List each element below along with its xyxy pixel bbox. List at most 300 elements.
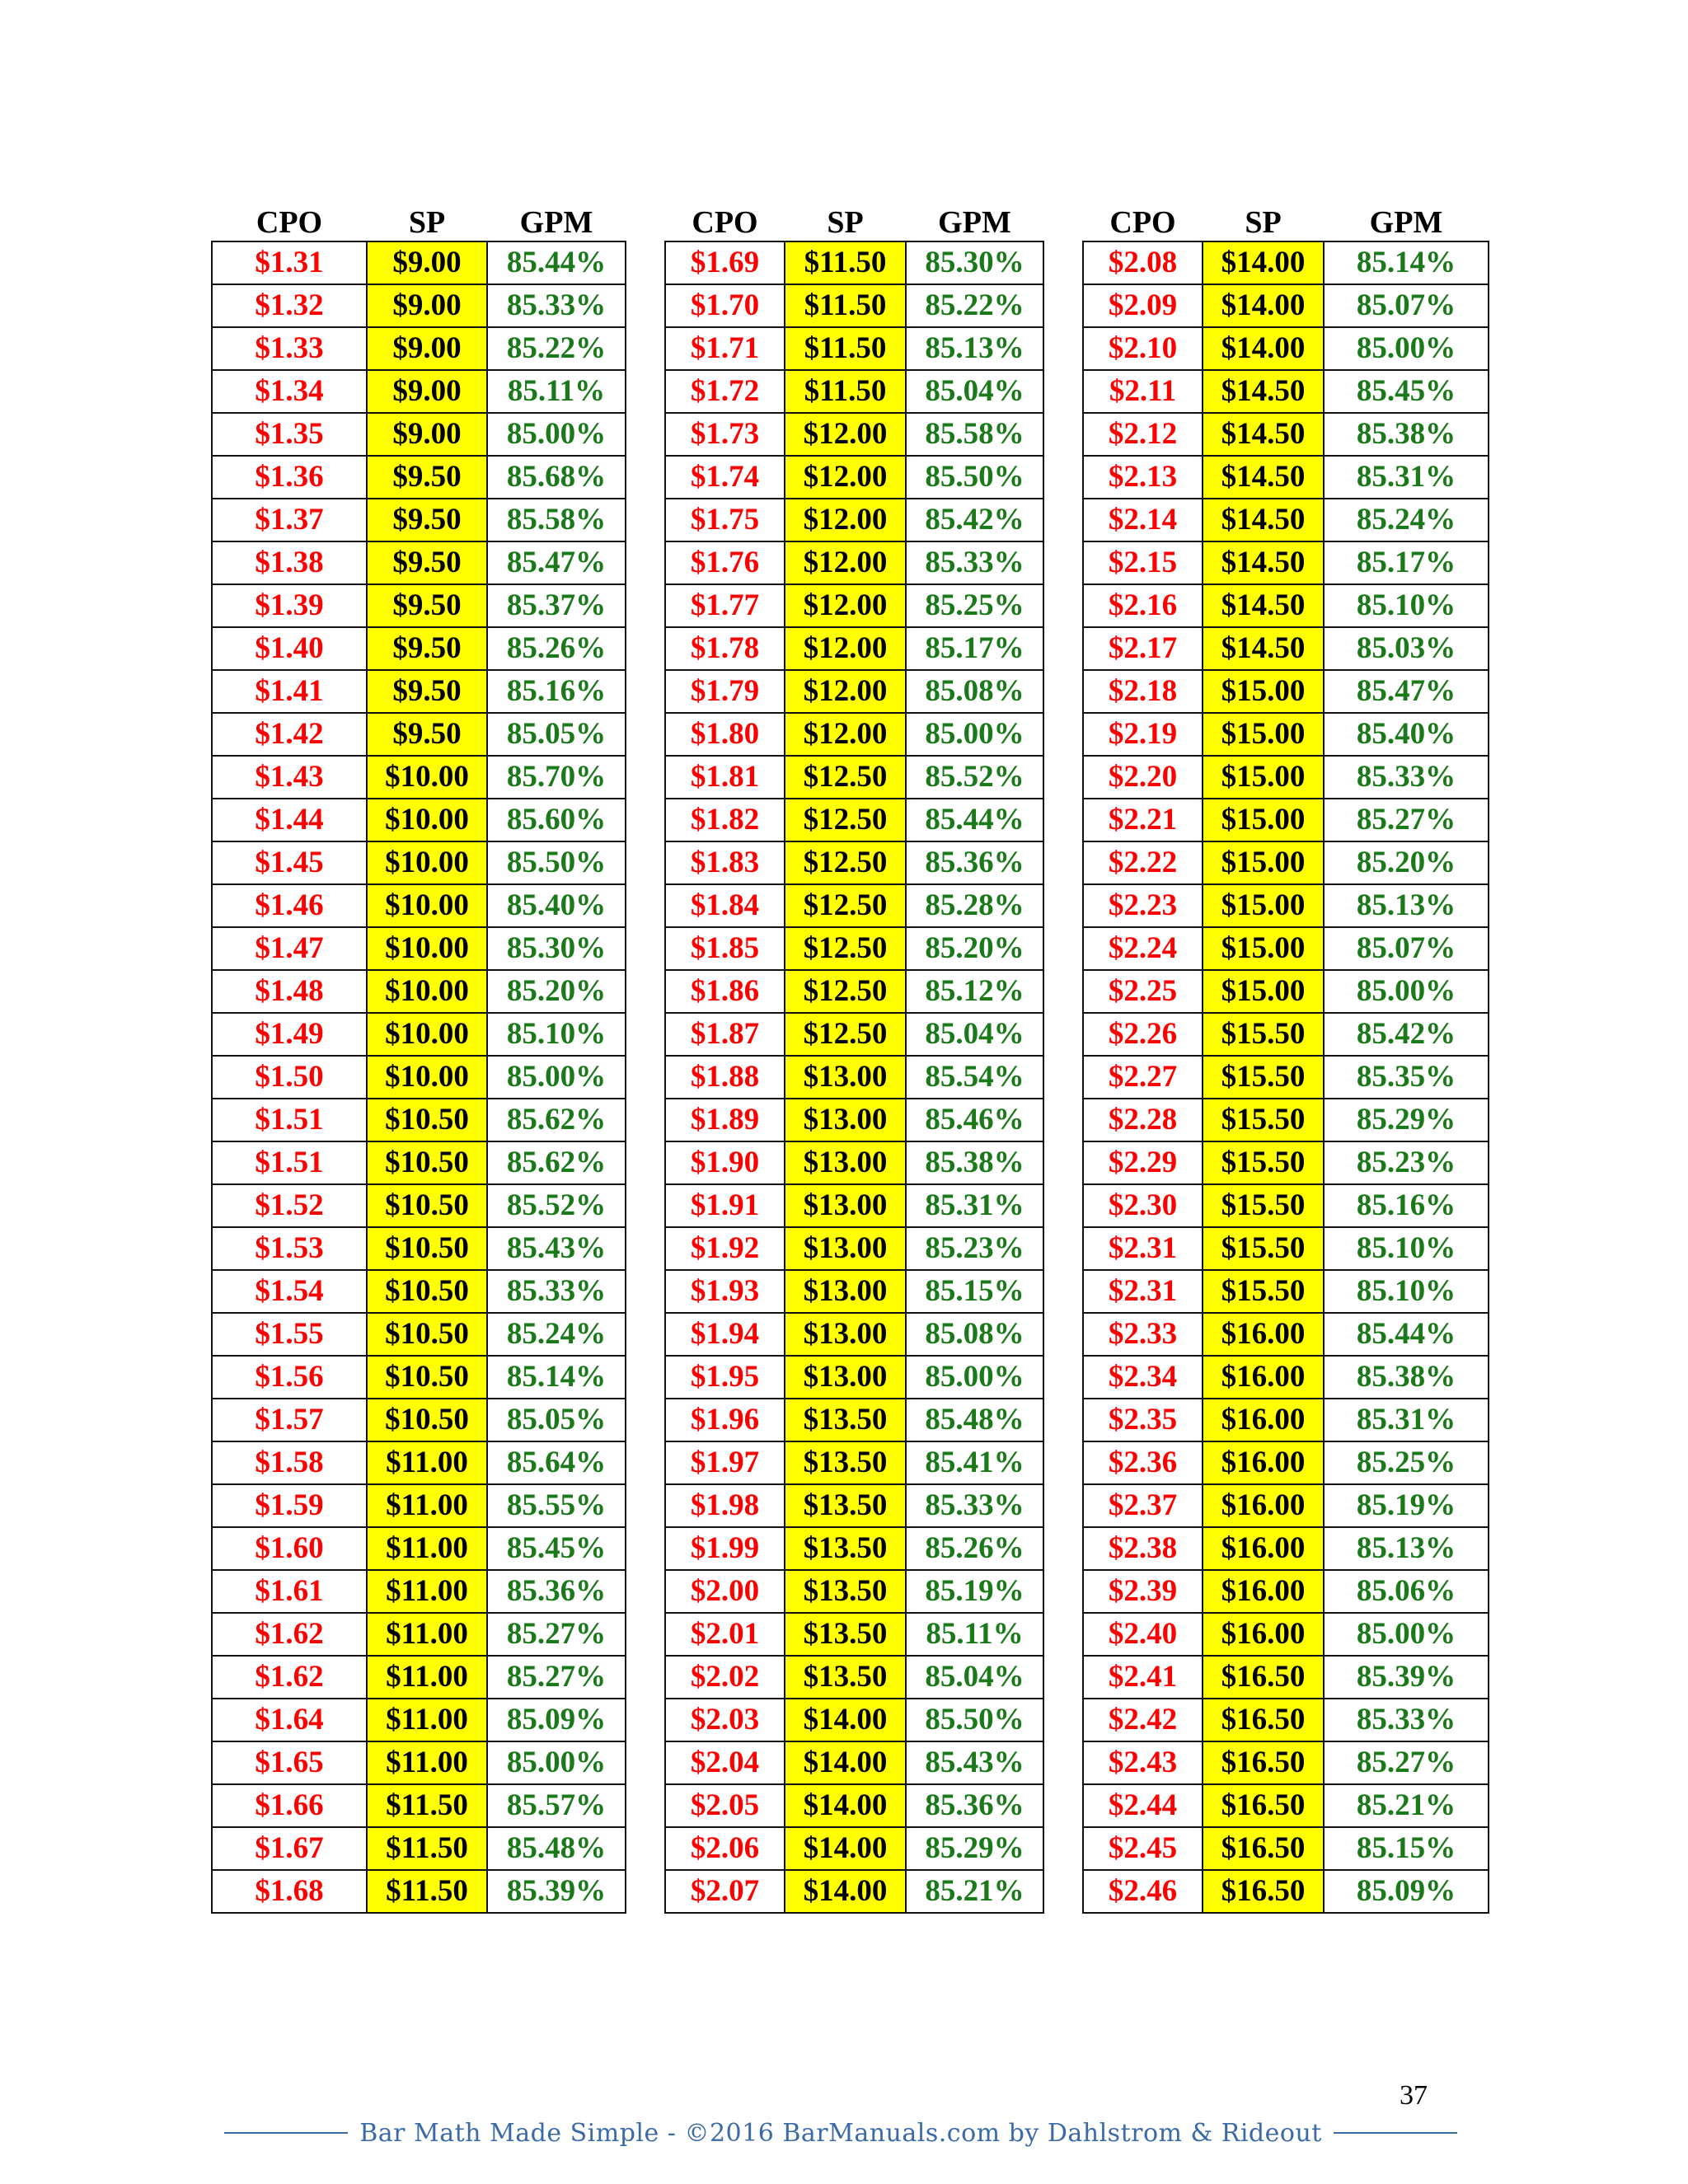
gpm-cell: 85.36% — [487, 1570, 626, 1613]
footer-text: Bar Math Made Simple - ©2016 BarManuals.com by Dahlstrom & Rideout — [359, 2118, 1322, 2148]
gpm-cell: 85.43% — [906, 1741, 1043, 1784]
sp-cell: $11.50 — [367, 1784, 487, 1827]
sp-cell: $14.00 — [785, 1699, 906, 1741]
gpm-cell: 85.16% — [1324, 1184, 1489, 1227]
cpo-cell: $1.58 — [212, 1441, 367, 1484]
sp-cell: $16.00 — [1203, 1527, 1324, 1570]
sp-cell: $10.50 — [367, 1270, 487, 1313]
cpo-cell: $2.45 — [1083, 1827, 1203, 1870]
cpo-cell: $1.90 — [665, 1141, 785, 1184]
cpo-cell: $2.11 — [1083, 370, 1203, 413]
header-cpo: CPO — [256, 205, 323, 240]
table-row — [1083, 970, 1489, 1013]
table-row — [1083, 1656, 1489, 1699]
table-row — [1083, 1741, 1489, 1784]
gpm-cell: 85.55% — [487, 1484, 626, 1527]
gpm-cell: 85.15% — [906, 1270, 1043, 1313]
table-row — [1083, 499, 1489, 541]
sp-cell: $15.00 — [1203, 713, 1324, 756]
sp-cell: $11.00 — [367, 1741, 487, 1784]
sp-cell: $12.00 — [785, 499, 906, 541]
cpo-cell: $1.84 — [665, 884, 785, 927]
cpo-cell: $2.15 — [1083, 541, 1203, 584]
sp-cell: $11.00 — [367, 1484, 487, 1527]
table-row — [212, 284, 626, 327]
sp-cell: $15.00 — [1203, 670, 1324, 713]
gpm-cell: 85.23% — [1324, 1141, 1489, 1184]
cpo-cell: $2.29 — [1083, 1141, 1203, 1184]
gpm-cell: 85.12% — [906, 970, 1043, 1013]
sp-cell: $16.50 — [1203, 1656, 1324, 1699]
table-row — [212, 670, 626, 713]
cpo-cell: $1.31 — [212, 241, 367, 284]
table-row — [212, 756, 626, 799]
gpm-cell: 85.17% — [1324, 541, 1489, 584]
table-row — [1083, 1613, 1489, 1656]
cpo-cell: $1.47 — [212, 927, 367, 970]
page-footer — [231, 2115, 1451, 2151]
cpo-cell: $2.25 — [1083, 970, 1203, 1013]
gpm-cell: 85.39% — [1324, 1656, 1489, 1699]
sp-cell: $13.50 — [785, 1656, 906, 1699]
table-row — [212, 1656, 626, 1699]
header-sp: SP — [827, 205, 864, 240]
sp-cell: $9.50 — [367, 499, 487, 541]
table-row — [1083, 1141, 1489, 1184]
sp-cell: $12.00 — [785, 627, 906, 670]
table-body — [1083, 241, 1489, 1913]
table-row — [665, 284, 1043, 327]
sp-cell: $16.00 — [1203, 1613, 1324, 1656]
gpm-cell: 85.47% — [1324, 670, 1489, 713]
table-row — [665, 541, 1043, 584]
sp-cell: $14.00 — [785, 1741, 906, 1784]
gpm-cell: 85.33% — [1324, 756, 1489, 799]
table-row — [1083, 1313, 1489, 1356]
cpo-cell: $1.80 — [665, 713, 785, 756]
gpm-cell: 85.24% — [487, 1313, 626, 1356]
gpm-cell: 85.33% — [487, 1270, 626, 1313]
table-row — [665, 1441, 1043, 1484]
cpo-cell: $1.43 — [212, 756, 367, 799]
cpo-cell: $1.40 — [212, 627, 367, 670]
table-row — [212, 413, 626, 456]
sp-cell: $9.50 — [367, 456, 487, 499]
header-gpm: GPM — [519, 205, 593, 240]
sp-cell: $16.50 — [1203, 1741, 1324, 1784]
sp-cell: $14.00 — [1203, 327, 1324, 370]
sp-cell: $16.00 — [1203, 1484, 1324, 1527]
gpm-cell: 85.52% — [906, 756, 1043, 799]
cpo-cell: $2.03 — [665, 1699, 785, 1741]
table-row — [1083, 841, 1489, 884]
sp-cell: $14.50 — [1203, 456, 1324, 499]
gpm-cell: 85.62% — [487, 1141, 626, 1184]
table-row — [665, 1741, 1043, 1784]
sp-cell: $13.00 — [785, 1356, 906, 1399]
sp-cell: $12.50 — [785, 799, 906, 841]
footer-rule-right — [1334, 2132, 1457, 2134]
cpo-cell: $1.49 — [212, 1013, 367, 1056]
gpm-cell: 85.25% — [906, 584, 1043, 627]
sp-cell: $9.50 — [367, 627, 487, 670]
gpm-cell: 85.19% — [906, 1570, 1043, 1613]
cpo-cell: $1.97 — [665, 1441, 785, 1484]
sp-cell: $11.50 — [785, 327, 906, 370]
gpm-cell: 85.00% — [906, 713, 1043, 756]
sp-cell: $11.00 — [367, 1699, 487, 1741]
gpm-cell: 85.68% — [487, 456, 626, 499]
cpo-cell: $2.41 — [1083, 1656, 1203, 1699]
sp-cell: $15.50 — [1203, 1141, 1324, 1184]
gpm-cell: 85.38% — [906, 1141, 1043, 1184]
gpm-cell: 85.31% — [1324, 456, 1489, 499]
gpm-cell: 85.29% — [1324, 1099, 1489, 1141]
gpm-cell: 85.21% — [1324, 1784, 1489, 1827]
table-row — [212, 1699, 626, 1741]
cpo-cell: $2.07 — [665, 1870, 785, 1913]
cpo-cell: $2.17 — [1083, 627, 1203, 670]
table-row — [212, 799, 626, 841]
table-row — [665, 713, 1043, 756]
header-sp: SP — [1245, 205, 1282, 240]
cpo-cell: $1.76 — [665, 541, 785, 584]
gpm-cell: 85.50% — [906, 1699, 1043, 1741]
gpm-cell: 85.45% — [1324, 370, 1489, 413]
cpo-cell: $1.73 — [665, 413, 785, 456]
table-row — [212, 370, 626, 413]
sp-cell: $10.00 — [367, 841, 487, 884]
gpm-cell: 85.04% — [906, 1656, 1043, 1699]
table-row — [665, 970, 1043, 1013]
table-row — [1083, 1099, 1489, 1141]
table-row — [665, 1141, 1043, 1184]
sp-cell: $12.00 — [785, 713, 906, 756]
gpm-cell: 85.27% — [487, 1613, 626, 1656]
gpm-cell: 85.39% — [487, 1870, 626, 1913]
cpo-cell: $1.99 — [665, 1527, 785, 1570]
sp-cell: $9.00 — [367, 284, 487, 327]
gpm-cell: 85.27% — [1324, 799, 1489, 841]
cpo-cell: $1.48 — [212, 970, 367, 1013]
sp-cell: $15.00 — [1203, 927, 1324, 970]
gpm-cell: 85.36% — [906, 1784, 1043, 1827]
table-row — [1083, 1527, 1489, 1570]
sp-cell: $11.00 — [367, 1570, 487, 1613]
gpm-cell: 85.26% — [906, 1527, 1043, 1570]
cpo-cell: $2.13 — [1083, 456, 1203, 499]
gpm-cell: 85.14% — [1324, 241, 1489, 284]
table-row — [665, 1056, 1043, 1099]
cpo-cell: $2.34 — [1083, 1356, 1203, 1399]
gpm-cell: 85.00% — [1324, 970, 1489, 1013]
sp-cell: $13.00 — [785, 1099, 906, 1141]
cpo-cell: $1.68 — [212, 1870, 367, 1913]
sp-cell: $16.00 — [1203, 1399, 1324, 1441]
sp-cell: $15.50 — [1203, 1056, 1324, 1099]
table-row — [212, 1827, 626, 1870]
sp-cell: $12.50 — [785, 756, 906, 799]
table-row — [212, 456, 626, 499]
table-row — [1083, 1356, 1489, 1399]
header-sp: SP — [408, 205, 446, 240]
gpm-cell: 85.17% — [906, 627, 1043, 670]
gpm-cell: 85.06% — [1324, 1570, 1489, 1613]
cpo-cell: $1.42 — [212, 713, 367, 756]
cpo-cell: $2.46 — [1083, 1870, 1203, 1913]
gpm-cell: 85.58% — [487, 499, 626, 541]
cpo-cell: $2.23 — [1083, 884, 1203, 927]
table-row — [212, 1056, 626, 1099]
sp-cell: $14.50 — [1203, 370, 1324, 413]
cpo-cell: $2.09 — [1083, 284, 1203, 327]
table-row — [212, 713, 626, 756]
gpm-cell: 85.05% — [487, 1399, 626, 1441]
table-row — [665, 884, 1043, 927]
cpo-cell: $2.43 — [1083, 1741, 1203, 1784]
sp-cell: $14.50 — [1203, 584, 1324, 627]
cpo-cell: $1.36 — [212, 456, 367, 499]
gpm-cell: 85.03% — [1324, 627, 1489, 670]
cpo-cell: $1.92 — [665, 1227, 785, 1270]
gpm-cell: 85.64% — [487, 1441, 626, 1484]
table-row — [665, 1870, 1043, 1913]
cpo-cell: $2.20 — [1083, 756, 1203, 799]
gpm-cell: 85.10% — [487, 1013, 626, 1056]
gpm-cell: 85.50% — [487, 841, 626, 884]
table-row — [1083, 1570, 1489, 1613]
sp-cell: $14.00 — [1203, 284, 1324, 327]
table-row — [665, 327, 1043, 370]
gpm-cell: 85.11% — [487, 370, 626, 413]
table-row — [1083, 327, 1489, 370]
gpm-cell: 85.60% — [487, 799, 626, 841]
table-row — [1083, 284, 1489, 327]
sp-cell: $15.00 — [1203, 884, 1324, 927]
cpo-cell: $1.52 — [212, 1184, 367, 1227]
cpo-cell: $1.51 — [212, 1099, 367, 1141]
table-row — [665, 584, 1043, 627]
table-header-row — [212, 203, 626, 241]
sp-cell: $11.50 — [367, 1827, 487, 1870]
cpo-cell: $1.54 — [212, 1270, 367, 1313]
gpm-cell: 85.54% — [906, 1056, 1043, 1099]
sp-cell: $10.00 — [367, 927, 487, 970]
gpm-cell: 85.38% — [1324, 1356, 1489, 1399]
table-row — [665, 499, 1043, 541]
table-row — [1083, 1013, 1489, 1056]
table-row — [665, 1313, 1043, 1356]
sp-cell: $10.50 — [367, 1313, 487, 1356]
table-row — [212, 1399, 626, 1441]
sp-cell: $9.50 — [367, 541, 487, 584]
table-row — [665, 1227, 1043, 1270]
price-tables — [0, 203, 1688, 1933]
table-row — [665, 1013, 1043, 1056]
sp-cell: $10.00 — [367, 799, 487, 841]
table-row — [1083, 1484, 1489, 1527]
cpo-cell: $1.62 — [212, 1613, 367, 1656]
gpm-cell: 85.58% — [906, 413, 1043, 456]
cpo-cell: $1.59 — [212, 1484, 367, 1527]
sp-cell: $12.00 — [785, 584, 906, 627]
gpm-cell: 85.07% — [1324, 927, 1489, 970]
table-row — [212, 1270, 626, 1313]
table-row — [665, 841, 1043, 884]
sp-cell: $16.00 — [1203, 1570, 1324, 1613]
gpm-cell: 85.11% — [906, 1613, 1043, 1656]
gpm-cell: 85.70% — [487, 756, 626, 799]
cpo-cell: $1.53 — [212, 1227, 367, 1270]
sp-cell: $10.00 — [367, 756, 487, 799]
table-row — [665, 241, 1043, 284]
sp-cell: $13.00 — [785, 1227, 906, 1270]
sp-cell: $15.00 — [1203, 756, 1324, 799]
gpm-cell: 85.26% — [487, 627, 626, 670]
cpo-cell: $1.34 — [212, 370, 367, 413]
cpo-cell: $1.72 — [665, 370, 785, 413]
table-row — [665, 1399, 1043, 1441]
cpo-cell: $2.22 — [1083, 841, 1203, 884]
cpo-cell: $1.96 — [665, 1399, 785, 1441]
sp-cell: $11.00 — [367, 1656, 487, 1699]
table-row — [1083, 541, 1489, 584]
sp-cell: $9.00 — [367, 370, 487, 413]
sp-cell: $12.50 — [785, 884, 906, 927]
table-row — [1083, 756, 1489, 799]
sp-cell: $15.50 — [1203, 1270, 1324, 1313]
cpo-cell: $1.86 — [665, 970, 785, 1013]
table-row — [212, 584, 626, 627]
gpm-cell: 85.28% — [906, 884, 1043, 927]
cpo-cell: $1.75 — [665, 499, 785, 541]
sp-cell: $9.50 — [367, 584, 487, 627]
gpm-cell: 85.50% — [906, 456, 1043, 499]
table-row — [212, 841, 626, 884]
table-row — [212, 499, 626, 541]
cpo-cell: $2.00 — [665, 1570, 785, 1613]
cpo-cell: $2.38 — [1083, 1527, 1203, 1570]
sp-cell: $10.50 — [367, 1099, 487, 1141]
cpo-cell: $1.83 — [665, 841, 785, 884]
sp-cell: $14.00 — [1203, 241, 1324, 284]
cpo-cell: $1.56 — [212, 1356, 367, 1399]
gpm-cell: 85.40% — [1324, 713, 1489, 756]
table-row — [1083, 799, 1489, 841]
cpo-cell: $2.08 — [1083, 241, 1203, 284]
price-table-3 — [1082, 203, 1489, 1914]
cpo-cell: $1.71 — [665, 327, 785, 370]
cpo-cell: $1.74 — [665, 456, 785, 499]
sp-cell: $16.00 — [1203, 1356, 1324, 1399]
sp-cell: $10.50 — [367, 1356, 487, 1399]
gpm-cell: 85.31% — [906, 1184, 1043, 1227]
cpo-cell: $1.51 — [212, 1141, 367, 1184]
table-row — [665, 627, 1043, 670]
gpm-cell: 85.10% — [1324, 584, 1489, 627]
sp-cell: $12.50 — [785, 970, 906, 1013]
sp-cell: $15.00 — [1203, 841, 1324, 884]
gpm-cell: 85.00% — [487, 1741, 626, 1784]
gpm-cell: 85.25% — [1324, 1441, 1489, 1484]
sp-cell: $13.50 — [785, 1613, 906, 1656]
cpo-cell: $1.87 — [665, 1013, 785, 1056]
cpo-cell: $2.31 — [1083, 1227, 1203, 1270]
table-row — [212, 1870, 626, 1913]
cpo-cell: $1.41 — [212, 670, 367, 713]
gpm-cell: 85.10% — [1324, 1227, 1489, 1270]
table-row — [665, 1827, 1043, 1870]
cpo-cell: $2.33 — [1083, 1313, 1203, 1356]
table-body — [212, 241, 626, 1913]
cpo-cell: $2.30 — [1083, 1184, 1203, 1227]
table-row — [1083, 927, 1489, 970]
table-row — [212, 1484, 626, 1527]
sp-cell: $13.50 — [785, 1441, 906, 1484]
gpm-cell: 85.00% — [487, 413, 626, 456]
table-row — [1083, 627, 1489, 670]
cpo-cell: $1.78 — [665, 627, 785, 670]
gpm-cell: 85.45% — [487, 1527, 626, 1570]
sp-cell: $15.50 — [1203, 1227, 1324, 1270]
sp-cell: $10.00 — [367, 970, 487, 1013]
sp-cell: $11.00 — [367, 1527, 487, 1570]
gpm-cell: 85.07% — [1324, 284, 1489, 327]
cpo-cell: $1.55 — [212, 1313, 367, 1356]
sp-cell: $13.50 — [785, 1570, 906, 1613]
table-row — [212, 1227, 626, 1270]
sp-cell: $11.50 — [785, 370, 906, 413]
cpo-cell: $1.33 — [212, 327, 367, 370]
cpo-cell: $2.04 — [665, 1741, 785, 1784]
cpo-cell: $1.70 — [665, 284, 785, 327]
gpm-cell: 85.48% — [906, 1399, 1043, 1441]
sp-cell: $10.50 — [367, 1399, 487, 1441]
cpo-cell: $2.10 — [1083, 327, 1203, 370]
cpo-cell: $2.19 — [1083, 713, 1203, 756]
sp-cell: $14.00 — [785, 1870, 906, 1913]
table-row — [1083, 584, 1489, 627]
table-row — [212, 627, 626, 670]
sp-cell: $13.00 — [785, 1056, 906, 1099]
gpm-cell: 85.35% — [1324, 1056, 1489, 1099]
cpo-cell: $2.42 — [1083, 1699, 1203, 1741]
cpo-cell: $1.82 — [665, 799, 785, 841]
table-row — [1083, 1227, 1489, 1270]
gpm-cell: 85.27% — [487, 1656, 626, 1699]
table-row — [1083, 1827, 1489, 1870]
table-header-row — [1083, 203, 1489, 241]
table-row — [212, 1441, 626, 1484]
sp-cell: $11.00 — [367, 1613, 487, 1656]
cpo-cell: $1.94 — [665, 1313, 785, 1356]
header-gpm: GPM — [938, 205, 1011, 240]
gpm-cell: 85.09% — [1324, 1870, 1489, 1913]
sp-cell: $13.50 — [785, 1399, 906, 1441]
sp-cell: $12.00 — [785, 670, 906, 713]
cpo-cell: $1.79 — [665, 670, 785, 713]
gpm-cell: 85.24% — [1324, 499, 1489, 541]
table-row — [1083, 241, 1489, 284]
gpm-cell: 85.00% — [906, 1356, 1043, 1399]
sp-cell: $11.50 — [367, 1870, 487, 1913]
gpm-cell: 85.00% — [1324, 327, 1489, 370]
table-row — [1083, 1441, 1489, 1484]
cpo-cell: $1.57 — [212, 1399, 367, 1441]
cpo-cell: $2.16 — [1083, 584, 1203, 627]
table-row — [665, 927, 1043, 970]
table-row — [665, 1356, 1043, 1399]
